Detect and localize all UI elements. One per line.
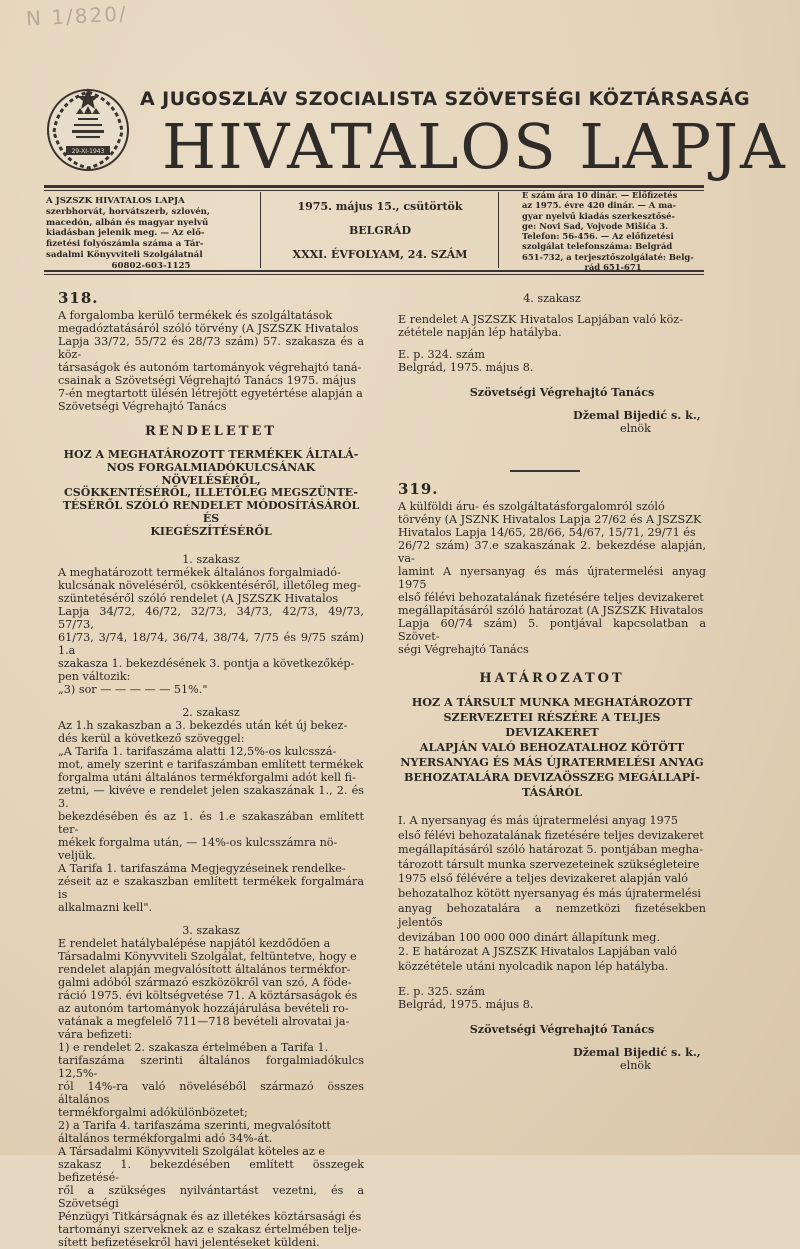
intro-line: Szövetségi Végrehajtó Tanács xyxy=(58,400,227,413)
resolution-subtitle: HOZ A TÁRSULT MUNKA MEGHATÁROZOTT SZERVEZETEI RÉSZÉRE A TELJES DEVIZAKERET ALAPJÁN VALÓ BEHOZATALHOZ KÖTÖTT NYERSANYAG ÉS MÁS ÚJRATERMELÉSI ANYAG BEHOZATALÁRA DEVIZAÖSSZEG MEGÁLLAPÍ- TÁSÁRÓL xyxy=(400,695,704,799)
issue-number: XXXI. ÉVFOLYAM, 24. SZÁM xyxy=(292,248,468,261)
emblem-date: 29-XI-1943 xyxy=(71,148,105,155)
price-line: E szám ára 10 dinár. — Előfizetés xyxy=(522,190,678,200)
decree-title: RENDELETET xyxy=(144,424,278,439)
publication-info-box xyxy=(46,196,256,272)
section-heading: 2. szakasz xyxy=(182,705,240,719)
right-column: 4. szakasz E rendelet A JSZSZK Hivatalos Lapjában való köz- zététele napján lép hatályba. E. p. 324. szám Belgrád, 1975. május 8. Szövetségi Végrehajtó Tanács Džemal Bijedić s. k., elnök 319. A külföldi áru- és szolgáltatásforgalomról szóló törvény (A JSZNK Hivatalos Lapja 27/62 és A JSZSZK Hivatalos Lapja 14/65, 28/66, 54/67, 15/71, 29/71 és 26/72 szám) 37.e szakaszának 2. bekezdése alapján, va- lamint A nyersanyag és más újratermelési anyag 1975 első félévi behozatalának fizetésére teljes devizakeret megállapításáról szóló határozat (A JSZSZK Hivatalos Lapja 60/74 szám) 5. pontjával kapcsolatban a Szövet- ségi Végrehajtó Tanács HATÁROZATOT HOZ A TÁRSULT MUNKA MEGHATÁROZOTT SZERVEZETEI RÉSZÉRE A TELJES DEVIZAKERET ALAPJÁN VALÓ BEHOZATALHOZ KÖTÖTT NYERSANYAG ÉS MÁS ÚJRATERMELÉSI ANYAG BEHOZATALÁRA DEVIZAÖSSZEG MEGÁLLAPÍ- TÁSÁRÓL I. A nyersanyag és más újratermelési anyag 1975 első félévi behozatalának fizetésére teljes devizakeret megállapításáról szóló határozat 5. pontjában megha- tározott társult munka szervezeteinek szükségleteire 1975 első félévére a teljes devizakeret alapján való behozatalhoz kötött nyersanyag és más újratermelési anyag behozatalára a nemzetközi fizetésekben jelentős devizában 100 000 000 dinárt állapítunk meg. 2. E határozat A JSZSZK Hivatalos Lapjában való közzététele utáni nyolcadik napon lép hatályba. E. p. 325. szám Belgrád, 1975. május 8. Szövetségi Végrehajtó Tanács Džemal Bijedić s. k., elnök xyxy=(398,292,706,1072)
republic-title: A JUGOSZLÁV SZOCIALISTA SZÖVETSÉGI KÖZTÁRSASÁG xyxy=(140,88,750,110)
price-line: szolgálat telefonszáma: Belgrád xyxy=(522,241,673,252)
info-line: fizetési folyószámla száma a Tár- xyxy=(46,239,204,250)
decree-subtitle: HOZ A MEGHATÁROZOTT TERMÉKEK ÁLTALÁ- NOS FORGALMIADÓKULCSÁNAK NÖVELÉSÉRŐL, CSÖKKENTÉSÉRŐL, ILLETŐLEG MEGSZÜNTE- TÉSÉRŐL SZÓLÓ RENDELET MÓDOSÍTÁSÁRÓL ÉS KIEGÉSZÍTÉSÉRŐL xyxy=(62,448,360,538)
price-line: az 1975. évre 420 dinár. — A ma- xyxy=(522,200,676,211)
reference-number: E. p. 324. szám xyxy=(398,348,485,361)
signatory-name: Džemal Bijedić s. k., xyxy=(573,1044,701,1059)
act-number-319: 319. xyxy=(398,480,439,498)
section-heading: 1. szakasz xyxy=(182,552,240,566)
section-heading: 3. szakasz xyxy=(182,923,240,937)
price-info-box xyxy=(522,190,704,272)
place-date: Belgrád, 1975. május 8. xyxy=(398,361,534,374)
intro-line: A forgalomba kerülő termékek és szolgáltatások xyxy=(58,309,333,322)
price-line: ge: Novi Sad, Vojvode Mišića 3. xyxy=(522,220,668,231)
info-line: kiadásban jelenik meg. — Az elő- xyxy=(46,228,205,239)
act-separator-rule xyxy=(510,470,580,472)
signatory-role: elnök xyxy=(620,1058,651,1072)
state-emblem-icon xyxy=(44,82,132,174)
signatory-name: Džemal Bijedić s. k., xyxy=(573,408,701,422)
price-line: 651-732, a terjesztőszolgálaté: Belg- xyxy=(522,251,694,262)
info-line: sadalmi Könyvviteli Szolgálatnál xyxy=(46,249,203,260)
reference-number: E. p. 325. szám xyxy=(398,984,485,998)
intro-line: Lapja 33/72, 55/72 és 28/73 szám) 57. szakasza és a köz- xyxy=(58,335,364,361)
header-rule-top xyxy=(44,185,704,188)
header-rule-bottom-thin xyxy=(44,274,704,275)
act-number-318: 318. xyxy=(58,289,99,307)
header-vertical-rule-right xyxy=(498,192,499,268)
info-line: A JSZSZK HIVATALOS LAPJA xyxy=(46,196,185,206)
signatory-role: elnök xyxy=(620,422,651,435)
council-name: Szövetségi Végrehajtó Tanács xyxy=(469,1021,655,1036)
issue-city: BELGRÁD xyxy=(348,224,412,237)
intro-line: 7-én megtartott ülésén létrejött egyetértése alapján a xyxy=(58,387,363,400)
info-line: 60802-603-1125 xyxy=(111,260,191,271)
price-line: gyar nyelvű kiadás szerkesztősé- xyxy=(522,210,675,221)
info-line: macedón, albán és magyar nyelvű xyxy=(46,217,209,228)
header-vertical-rule-left xyxy=(260,192,261,268)
section-heading: 4. szakasz xyxy=(523,292,581,305)
left-column: 318. A forgalomba kerülő termékek és szolgáltatások megadóztatásáról szóló törvény (A JSZSZK Hivatalos Lapja 33/72, 55/72 és 28/73 szám) 57. szakasza és a köz- társaságok és autonóm tartományok végrehajtó taná- csainak a Szövetségi Végrehajtó Tanács 1975. május 7-én megtartott ülésén létrejött egyetértése alapján a Szövetségi Végrehajtó Tanács RENDELETET HOZ A MEGHATÁROZOTT TERMÉKEK ÁLTALÁ- NOS FORGALMIADÓKULCSÁNAK NÖVELÉSÉRŐL, CSÖKKENTÉSÉRŐL, ILLETŐLEG MEGSZÜNTE- TÉSÉRŐL SZÓLÓ RENDELET MÓDOSÍTÁSÁRÓL ÉS KIEGÉSZÍTÉSÉRŐL 1. szakasz A meghatározott termékek általános forgalmiadó- kulcsának növeléséről, csökkentéséről, illetőleg meg- szüntetéséről szóló rendelet (A JSZSZK Hivatalos Lapja 34/72, 46/72, 32/73, 34/73, 42/73, 49/73, 57/73, 61/73, 3/74, 18/74, 36/74, 38/74, 7/75 és 9/75 szám) 1.a szakasza 1. bekezdésének 3. pontja a következőkép- pen változik: „3) sor — — — — — 51%." 2. szakasz Az 1.h szakaszban a 3. bekezdés után két új bekez- dés kerül a következő szöveggel: „A Tarifa 1. tarifaszáma alatti 12,5%-os kulcsszá- mot, amely szerint e tarifaszámban említett termékek forgalma utáni általános termékforgalmi adót kell fi- zetni, — kivéve e rendelet jelen szakaszának 1., 2. és 3. bekezdésében és az 1. és 1.e szakaszában említett ter- mékek forgalma után, — 14%-os kulcsszámra nö- veljük. A Tarifa 1. tarifaszáma Megjegyzéseinek rendelke- zéseit az e szakaszban említett termékek forgalmára is alkalmazni kell". 3. szakasz E rendelet hatálybalépése napjától kezdődően a Társadalmi Könyvviteli Szolgálat, feltüntetve, hogy e rendelet alapján megvalósított általános termékfor- galmi adóból származó eszközökről van szó, A föde- ráció 1975. évi költségvetése 71. A köztársaságok és az autonóm tartományok hozzájárulása bevételi ro- vatának a megfelelő 711—718 bevételi alrovatai ja- vára befizeti: 1) e rendelet 2. szakasza értelmében a Tarifa 1. tarifaszáma szerinti általános forgalmiadókulcs 12,5%- ról 14%-ra való növeléséből származó összes általános termékforgalmi adókülönbözetet; 2) a Tarifa 4. tarifaszáma szerinti, megvalósított általános termékforgalmi adó 34%-át. A Társadalmi Könyvviteli Szolgálat köteles az e szakasz 1. bekezdésében említett összegek befizetésé- ről a szükséges nyilvántartást vezetni, és a Szövetségi Pénzügyi Titkárságnak és az illetékes köztársasági és tartományi szerveknek az e szakasz értelmében telje- sített befizetésekről havi jelentéseket küldeni. xyxy=(58,289,364,1249)
price-line: rád 651-671 xyxy=(584,262,642,273)
intro-line: csainak a Szövetségi Végrehajtó Tanács 1975. május xyxy=(58,374,356,387)
price-line: Telefon: 56-456. — Az előfizetési xyxy=(522,231,674,242)
resolution-title: HATÁROZATOT xyxy=(479,671,625,686)
intro-line: társaságok és autonóm tartományok végrehajtó taná- xyxy=(58,361,362,374)
issue-date: 1975. május 15., csütörtök xyxy=(297,200,463,213)
place-date: Belgrád, 1975. május 8. xyxy=(398,997,534,1011)
masthead-title: HIVATALOS LAPJA xyxy=(162,110,787,183)
intro-line: megadóztatásáról szóló törvény (A JSZSZK Hivatalos xyxy=(58,322,359,335)
issue-info-box xyxy=(270,200,490,272)
handwritten-archive-note: N 1/820/ xyxy=(25,1,129,31)
info-line: szerbhorvát, horvátszerb, szlovén, xyxy=(46,206,210,217)
council-name: Szövetségi Végrehajtó Tanács xyxy=(469,385,655,399)
